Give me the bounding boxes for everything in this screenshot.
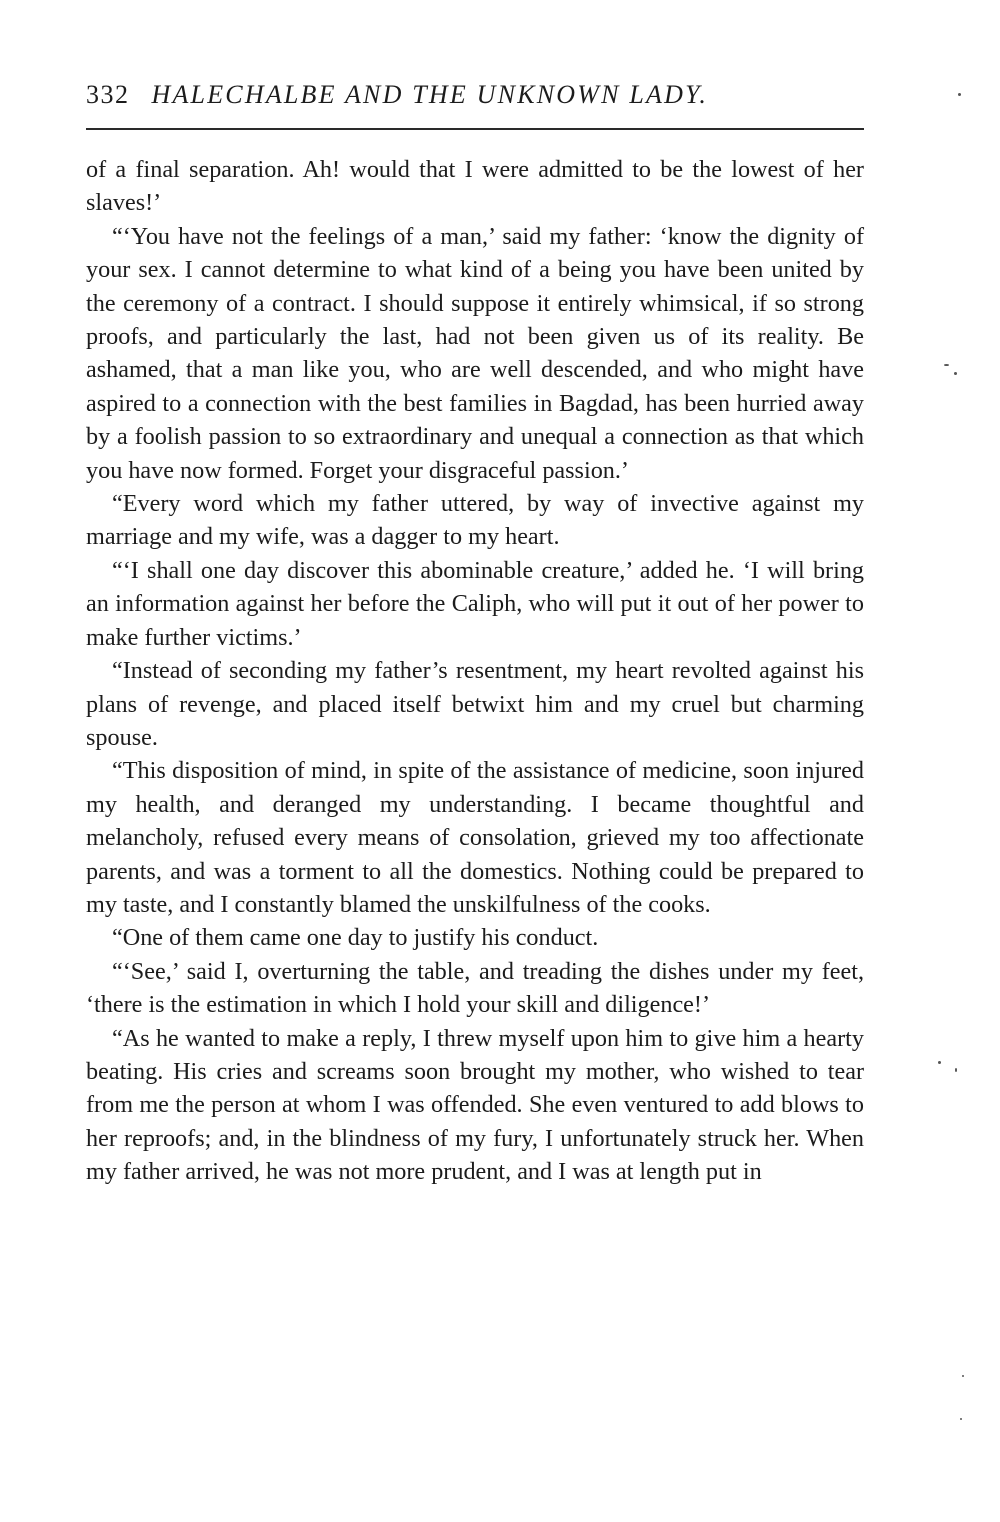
paragraph-6: “This disposition of mind, in spite of the assistance of medicine, soon injured my health, and deranged my understanding. I became thoughtful and melancholy, refused every means of consolation, grieved my too affectionate parents, and was a torment to all the domestics. Nothing could be prepared to my taste, and I constantly blamed the unskilfulness of the cooks. <box>86 757 864 918</box>
paragraph-8: “‘See,’ said I, overturning the table, and treading the dishes under my feet, ‘there is the estimation in which I hold your skill and diligence!’ <box>86 957 864 1019</box>
paragraph-3: “Every word which my father uttered, by way of invective against my marriage and my wife, was a dagger to my heart. <box>86 490 864 551</box>
scan-speck <box>954 372 957 375</box>
paragraph-1: of a final separation. Ah! would that I were admitted to be the lowest of her slaves!’ <box>86 156 864 217</box>
body-text <box>86 153 864 1189</box>
scan-speck <box>955 1068 957 1072</box>
paragraph-2: “‘You have not the feelings of a man,’ said my father: ‘know the dignity of your sex. I cannot determine to what kind of a being you have been united by the ceremony of a contract. I should suppose it entirely whimsical, if so strong proofs, and particularly the last, had not been given us of its reality. Be ashamed, that a man like you, who are well descended, and who might have aspired to a connection with the best families in Bagdad, has been hurried away by a foolish passion to so extraordinary and unequal a connection as that which you have now formed. Forget your disgraceful passion.’ <box>86 222 864 484</box>
scan-speck <box>938 1061 941 1064</box>
scan-speck <box>958 93 961 96</box>
scan-speck <box>944 364 949 366</box>
page-number: 332 <box>86 80 130 109</box>
paragraph-5: “Instead of seconding my father’s resentment, my heart revolted against his plans of revenge, and placed itself betwixt him and my cruel but charming spouse. <box>86 657 864 751</box>
running-title: HALECHALBE AND THE UNKNOWN LADY. <box>151 80 709 109</box>
scan-speck <box>962 1375 964 1377</box>
scan-speck <box>960 1418 962 1420</box>
paragraph-9: “As he wanted to make a reply, I threw myself upon him to give him a hearty beating. His cries and screams soon brought my mother, who wished to tear from me the person at whom I was offended. She even ventured to add blows to her reproofs; and, in the blindness of my fury, I unfortunately struck her. When my father arrived, he was not more prudent, and I was at length put in <box>86 1024 864 1186</box>
running-head <box>86 80 864 120</box>
header-rule <box>86 128 864 130</box>
paragraph-4: “‘I shall one day discover this abominable creature,’ added he. ‘I will bring an information against her before the Caliph, who will put it out of her power to make further victims.’ <box>86 556 864 651</box>
paragraph-7: “One of them came one day to justify his conduct. <box>112 924 599 952</box>
